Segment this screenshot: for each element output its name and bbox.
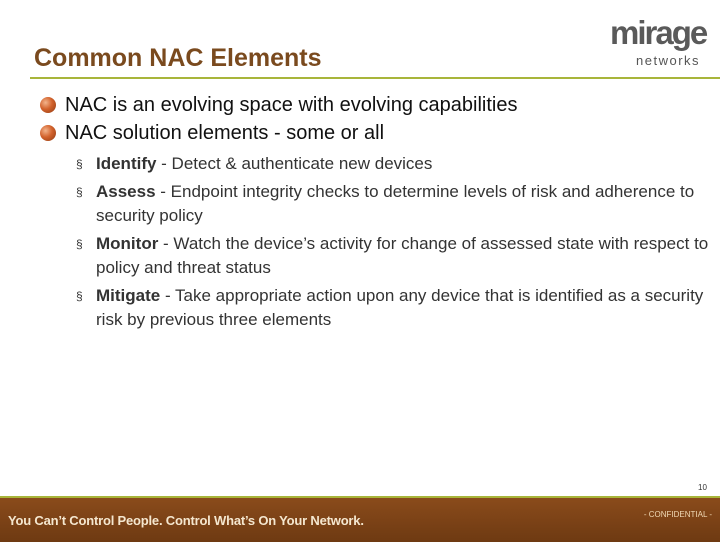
footer-tagline: You Can’t Control People. Control What’s On Your Network. bbox=[8, 513, 364, 528]
sub-bullet-text: - Detect & authenticate new devices bbox=[156, 154, 433, 173]
sub-bullet-term: Mitigate bbox=[96, 286, 161, 305]
bullet-level1-text: NAC solution elements - some or all bbox=[65, 122, 385, 144]
section-marker-icon: § bbox=[76, 157, 83, 171]
footer-bar bbox=[0, 496, 720, 542]
logo-subtitle: networks bbox=[636, 53, 701, 68]
sub-bullet-text: - Endpoint integrity checks to determine levels of risk and adherence to security policy bbox=[96, 182, 695, 225]
bullet-list bbox=[40, 92, 710, 336]
slide-title: Common NAC Elements bbox=[34, 44, 322, 72]
confidential-label: - CONFIDENTIAL - bbox=[643, 510, 712, 519]
section-marker-icon: § bbox=[76, 237, 83, 251]
logo-wordmark: mirage bbox=[610, 14, 707, 51]
sub-bullet-list bbox=[76, 152, 710, 332]
bullet-level1 bbox=[40, 120, 710, 146]
bullet-ball-icon bbox=[40, 97, 56, 113]
section-marker-icon: § bbox=[76, 289, 83, 303]
sub-bullet-monitor bbox=[76, 232, 710, 280]
page-number: 10 bbox=[698, 483, 707, 492]
sub-bullet-term: Identify bbox=[96, 154, 157, 173]
sub-bullet-text: - Watch the device’s activity for change of assessed state with respect to policy and threat status bbox=[96, 234, 709, 277]
title-divider bbox=[30, 77, 720, 79]
sub-bullet-term: Monitor bbox=[96, 234, 159, 253]
sub-bullet-identify bbox=[76, 152, 710, 176]
bullet-ball-icon bbox=[40, 125, 56, 141]
sub-bullet-term: Assess bbox=[96, 182, 156, 201]
sub-bullet-text: - Take appropriate action upon any device that is identified as a security risk by previous three elements bbox=[96, 286, 704, 329]
sub-bullet-mitigate bbox=[76, 284, 710, 332]
sub-bullet-assess bbox=[76, 180, 710, 228]
mirage-networks-logo bbox=[610, 14, 710, 74]
bullet-level1 bbox=[40, 92, 710, 118]
bullet-level1-text: NAC is an evolving space with evolving capabilities bbox=[65, 94, 518, 116]
section-marker-icon: § bbox=[76, 185, 83, 199]
